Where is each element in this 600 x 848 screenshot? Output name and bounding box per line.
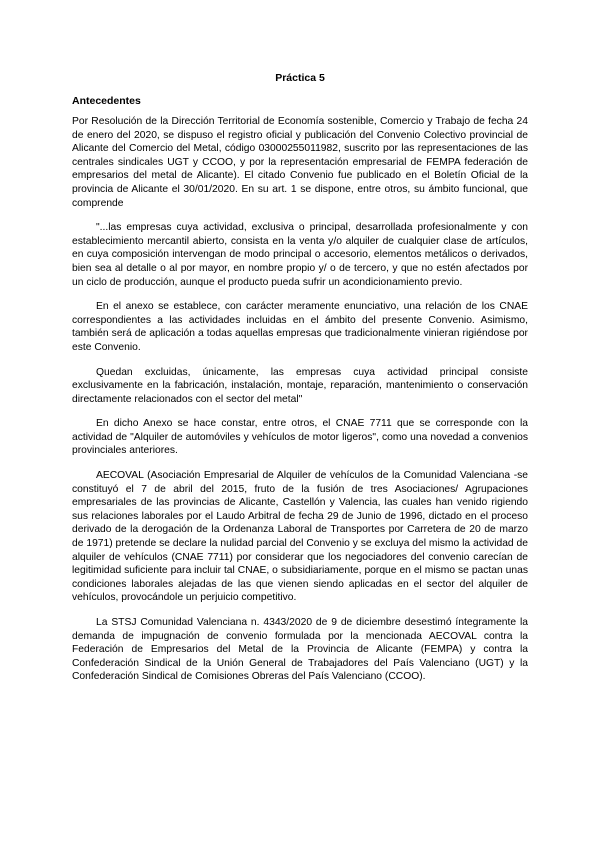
paragraph-exclusions: Quedan excluidas, únicamente, las empresas cuya actividad principal consiste exclusivamente en la fabricación, instalación, montaje, reparación, mantenimiento o conservación directamente relacionados con el sector del metal" [72,366,528,405]
paragraph-cnae-7711: En dicho Anexo se hace constar, entre otros, el CNAE 7711 que se corresponde con la actividad de "Alquiler de automóviles y vehículos de motor ligeros", como una novedad a convenios provinciales anteriores. [72,418,528,457]
document-body [72,115,528,695]
paragraph-stsj-ruling: La STSJ Comunidad Valenciana n. 4343/2020 de 9 de diciembre desestimó íntegramente la demanda de impugnación de convenio formulada por la mencionada AECOVAL contra la Federación de Empresarios del Metal de la Provincia de Alicante (FEMPA) y contra la Confederación Sindical de la Unión General de Trabajadores del País Valenciano (UGT) y la Confederación Sindical de Comisiones Obreras del País Valenciano (CCOO). [72,617,528,683]
paragraph-annex: En el anexo se establece, con carácter meramente enunciativo, una relación de los CNAE correspondientes a las actividades incluidas en el ámbito del presente Convenio. Asimismo, también será de aplicación a todas aquellas empresas que tradicionalmente vinieran rigiéndose por este Convenio. [72,301,528,353]
paragraph-quote-scope: "...las empresas cuya actividad, exclusiva o principal, desarrollada profesionalmente y con establecimiento mercantil abierto, consista en la venta y/o alquiler de cualquier clase de artículos, en cuya composición intervengan de modo principal o accesorio, elementos metálicos o derivados, bien sea al detalle o al por mayor, en nombre propio y/ o de tercero, y que no estén afectados por un ciclo de producción, aunque el producto pueda sufrir un acondicionamiento previo. [72,222,528,288]
paragraph-resolution: Por Resolución de la Dirección Territorial de Economía sostenible, Comercio y Trabajo de fecha 24 de enero del 2020, se dispuso el registro oficial y publicación del Convenio Colectivo provincial de Alicante del Comercio del Metal, código 03000255011982, suscrito por las representaciones de las centrales sindicales UGT y CCOO, y por la representación empresarial de FEMPA federación de empresarios del metal de Alicante). El citado Convenio fue publicado en el Boletín Oficial de la provincia de Alicante el 30/01/2020. En su art. 1 se dispone, entre otros, su ámbito funcional, que comprende [72,116,528,209]
document-title: Práctica 5 [275,72,325,84]
section-heading: Antecedentes [72,95,141,107]
paragraph-aecoval: AECOVAL (Asociación Empresarial de Alquiler de vehículos de la Comunidad Valenciana -se constituyó el 7 de abril del 2015, fruto de la fusión de tres Asociaciones/ Agrupaciones empresariales de las provincias de Alicante, Castellón y Valencia, las cuales han venido rigiendo sus relaciones laborales por el Laudo Arbitral de fecha 29 de Junio de 1996, dictado en el proceso derivado de la derogación de la Ordenanza Laboral de Transportes por Carretera de 20 de marzo de 1971) pretende se declare la nulidad parcial del Convenio y se excluya del mismo la actividad de alquiler de vehículos (CNAE 7711) por considerar que los negociadores del convenio carecían de legitimidad suficiente para incluir tal CNAE, o subsidiariamente, porque en el mismo se pactan unas condiciones laborales alejadas de las que vienen siendo aplicadas en el sector del alquiler de vehículos, provocándole un perjuicio competitivo. [72,470,528,604]
